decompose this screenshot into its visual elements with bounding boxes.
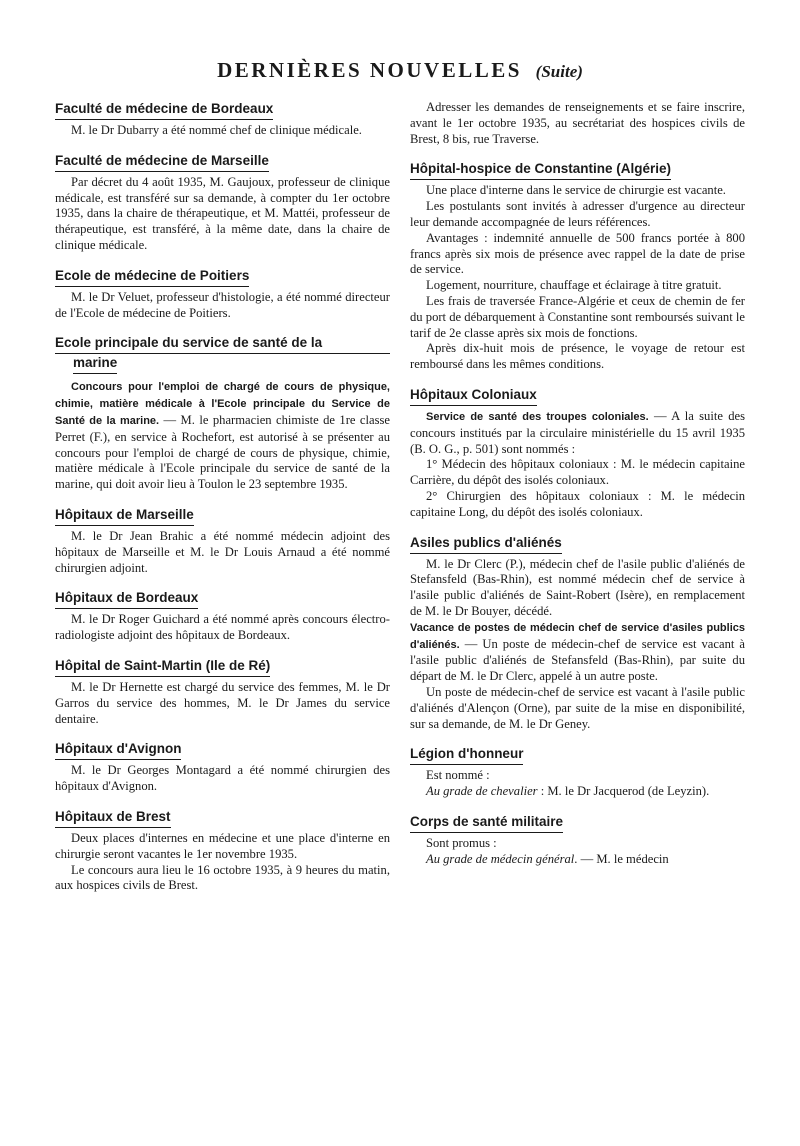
paragraph: Adresser les demandes de renseignements et se faire inscrire, avant le 1er octobre 1935, au secrétariat des hospices civils de Brest, 8 bis, rue Traverse. — [410, 100, 745, 146]
section-heading: Ecole de médecine de Poitiers — [55, 267, 249, 287]
paragraph: 2° Chirurgien des hôpitaux coloniaux : M. le médecin capitaine Long, du dépôt des isolés coloniaux. — [410, 488, 745, 519]
paragraph: Par décret du 4 août 1935, M. Gaujoux, professeur de clinique médicale, est transféré sur sa demande, à compter du 1er octobre 1935, dans la chaire de thérapeutique, et M. Mattéi, professeur de thérapeutique, est transféré, à la même date, dans la chaire de clinique médicale. — [55, 174, 390, 252]
section-corps-sante-militaire — [410, 813, 745, 868]
section-ecole-poitiers — [55, 267, 390, 322]
section-hopitaux-bordeaux — [55, 589, 390, 644]
paragraph: M. le Dr Jean Brahic a été nommé médecin adjoint des hôpitaux de Marseille et M. le Dr Louis Arnaud a été nommé chirurgien adjoint. — [55, 528, 390, 575]
section-brest-continued — [410, 100, 745, 147]
section-heading: Faculté de médecine de Marseille — [55, 152, 269, 172]
paragraph: Les postulants sont invités à adresser d'urgence au directeur leur demande accompagnée de leurs références. — [410, 199, 745, 229]
page-title-text: DERNIÈRES NOUVELLES — [217, 58, 522, 82]
section-heading: Hôpital de Saint-Martin (Ile de Ré) — [55, 657, 270, 677]
paragraph-lead: Vacance de postes de médecin chef de service d'asiles publics d'aliénés. — [410, 621, 745, 651]
section-heading: Légion d'honneur — [410, 745, 523, 765]
paragraph-body: — M. le pharmacien chimiste de 1re classe Perret (F.), en service à Rochefort, est autorisé à se présenter au concours pour l'emploi de chargé de cours de physique, chimie, matière médicale à l'Ecole principale du service de santé de la marine, qui doit avoir lieu à Toulon le 23 septembre 1935. — [55, 412, 390, 492]
paragraph-body: — Un poste de médecin-chef de service est vacant à l'asile public d'aliénés de Stefansfeld (Bas-Rhin), par suite du départ de M. le Dr Clerc, appelé à un autre poste. — [410, 636, 745, 684]
right-column — [410, 100, 745, 880]
paragraph: Après dix-huit mois de présence, le voyage de retour est remboursé dans les mêmes conditions. — [410, 341, 745, 372]
paragraph: Le concours aura lieu le 16 octobre 1935, à 9 heures du matin, aux hospices civils de Brest. — [55, 862, 390, 893]
section-faculte-marseille — [55, 152, 390, 254]
paragraph: Est nommé : — [426, 768, 490, 783]
paragraph: Une place d'interne dans le service de chirurgie est vacante. — [426, 183, 726, 198]
paragraph: M. le Dr Georges Montagard a été nommé chirurgien des hôpitaux d'Avignon. — [55, 763, 390, 794]
paragraph — [410, 852, 745, 868]
page-title — [0, 58, 800, 83]
section-heading-line1: Ecole principale du service de santé de la — [55, 334, 390, 354]
paragraph: Logement, nourriture, chauffage et éclairage à titre gratuit. — [426, 278, 722, 293]
section-heading: Hôpitaux d'Avignon — [55, 740, 181, 760]
section-ecole-marine — [55, 334, 390, 493]
paragraph: 1° Médecin des hôpitaux coloniaux : M. le médecin capitaine Carrière, du dépôt des isolés coloniaux. — [410, 457, 745, 488]
paragraph: Un poste de médecin-chef de service est vacant à l'asile public d'aliénés d'Alençon (Orne), par suite de la mise en disponibilité, sur sa demande, de M. le Dr Geney. — [410, 684, 745, 731]
section-heading: Asiles publics d'aliénés — [410, 534, 562, 554]
paragraph: Les frais de traversée France-Algérie et ceux de chemin de fer du port de débarquement à Constantine sont remboursés suivant le tarif de 2e classe après six mois de fonctions. — [410, 293, 745, 340]
section-legion-honneur — [410, 745, 745, 800]
section-hopitaux-avignon — [55, 740, 390, 795]
paragraph-lead: Concours pour l'emploi de chargé de cours de physique, chimie, matière médicale à l'Ecole principale du Service de Santé de la marine. — [55, 381, 390, 427]
paragraph — [410, 409, 745, 457]
section-hopitaux-brest — [55, 808, 390, 894]
section-hopitaux-marseille — [55, 506, 390, 576]
paragraph — [410, 620, 745, 685]
paragraph: M. le Dr Dubarry a été nommé chef de clinique médicale. — [71, 123, 362, 137]
left-column — [55, 100, 390, 907]
section-heading — [55, 334, 390, 376]
paragraph-body: . — M. le médecin — [574, 851, 669, 866]
paragraph: M. le Dr Roger Guichard a été nommé après concours électro-radiologiste adjoint des hôpitaux de Bordeaux. — [55, 612, 390, 643]
section-heading: Faculté de médecine de Bordeaux — [55, 100, 273, 120]
section-heading: Hôpitaux Coloniaux — [410, 386, 537, 406]
paragraph: Avantages : indemnité annuelle de 500 francs portée à 800 francs après six mois de présence avec rappel de la date de prise de service. — [410, 230, 745, 277]
section-asiles-publics — [410, 534, 745, 733]
section-heading: Hôpitaux de Brest — [55, 808, 171, 828]
paragraph-italic: Au grade de médecin général — [426, 851, 575, 866]
section-hopitaux-coloniaux — [410, 386, 745, 521]
section-heading: Hôpitaux de Bordeaux — [55, 589, 198, 609]
page-title-suite: (Suite) — [535, 62, 583, 81]
section-heading: Hôpital-hospice de Constantine (Algérie) — [410, 160, 671, 180]
paragraph: M. le Dr Hernette est chargé du service des femmes, M. le Dr Garros du service des hommes, M. le Dr James du service dentaire. — [55, 679, 390, 726]
paragraph-body: — A la suite des concours institués par la circulaire ministérielle du 15 avril 1935 (B. O. G., p. 501) sont nommés : — [410, 408, 745, 456]
section-heading: Corps de santé militaire — [410, 813, 563, 833]
paragraph: Sont promus : — [426, 835, 497, 850]
section-heading-line2: marine — [73, 354, 117, 374]
section-faculte-bordeaux — [55, 100, 390, 139]
paragraph-body: : M. le Dr Jacquerod (de Leyzin). — [537, 784, 710, 799]
paragraph-lead: Service de santé des troupes coloniales. — [426, 410, 649, 423]
paragraph: M. le Dr Veluet, professeur d'histologie, a été nommé directeur de l'Ecole de médecine de Poitiers. — [55, 289, 390, 320]
paragraph: Deux places d'internes en médecine et une place d'interne en chirurgie seront vacantes le 1er novembre 1935. — [55, 830, 390, 861]
section-hopital-constantine — [410, 160, 745, 373]
section-hopital-saint-martin — [55, 657, 390, 727]
paragraph-italic: Au grade de chevalier — [426, 784, 538, 799]
paragraph — [55, 379, 390, 493]
paragraph: M. le Dr Clerc (P.), médecin chef de l'asile public d'aliénés de Stefansfeld (Bas-Rhin), est nommé médecin chef de service à l'asile public d'aliénés de Saint-Robert (Isère), en remplacement de M. le Dr Bouyer, décédé. — [410, 556, 745, 618]
paragraph — [410, 784, 745, 800]
section-heading: Hôpitaux de Marseille — [55, 506, 194, 526]
